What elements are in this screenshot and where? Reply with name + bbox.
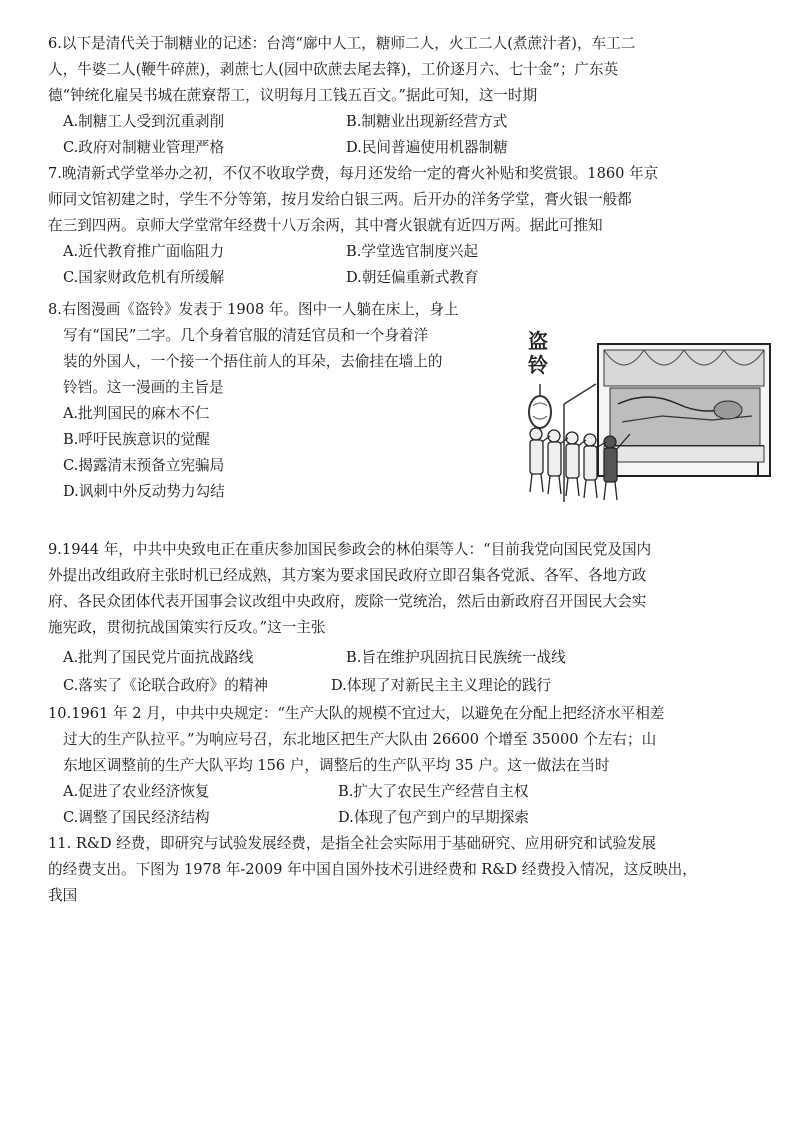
question-7-option-c[interactable]: C.国家财政危机有所缓解 [63, 269, 225, 286]
question-10-line-2: 过大的生产队拉平。”为响应号召，东北地区把生产大队由 26600 个增至 35000 个左右；山 [63, 731, 657, 748]
question-6-option-b[interactable]: B.制糖业出现新经营方式 [346, 113, 508, 130]
question-6-option-a[interactable]: A.制糖工人受到沉重剥削 [63, 113, 225, 130]
question-10-option-a[interactable]: A.促进了农业经济恢复 [63, 783, 210, 800]
question-9-option-b[interactable]: B.旨在维护巩固抗日民族统一战线 [346, 649, 566, 666]
question-10-line-1: 10.1961 年 2 月，中共中央规定：“生产大队的规模不宜过大，以避免在分配上把经济水平相差 [48, 705, 665, 722]
question-9-line-1: 9.1944 年，中共中央致电正在重庆参加国民参政会的林伯渠等人：“目前我党向国民党及国内 [48, 541, 652, 558]
question-9-option-d[interactable]: D.体现了对新民主主义理论的践行 [331, 677, 552, 694]
question-11-line-2: 的经费支出。下图为 1978 年-2009 年中国自国外技术引进经费和 R&D 经费投入情况，这反映出， [48, 861, 697, 878]
question-8-line-4: 铃铛。这一漫画的主旨是 [63, 379, 224, 396]
question-6-option-d[interactable]: D.民间普遍使用机器制糖 [346, 139, 508, 156]
question-9-line-3: 府、各民众团体代表开国事会议改组中央政府，废除一党统治，然后由新政府召开国民大会实 [48, 593, 647, 610]
question-7-option-a[interactable]: A.近代教育推广面临阻力 [63, 243, 225, 260]
question-6-line-1: 6.以下是清代关于制糖业的记述：台湾“廍中人工，糖师二人，火工二人(煮蔗汁者)，车工二 [48, 35, 636, 52]
question-11-line-1: 11. R&D 经费，即研究与试验发展经费，是指全社会实际用于基础研究、应用研究和试验发展 [48, 835, 657, 852]
question-10-option-c[interactable]: C.调整了国民经济结构 [63, 809, 210, 826]
question-7-option-b[interactable]: B.学堂选官制度兴起 [346, 243, 479, 260]
question-11-line-3: 我国 [48, 887, 78, 904]
question-8-option-d[interactable]: D.讽刺中外反动势力勾结 [63, 483, 225, 500]
question-7-line-3: 在三到四两。京师大学堂常年经费十八万余两，其中膏火银就有近四万两。据此可推知 [48, 217, 603, 234]
cartoon-drawing [518, 326, 774, 502]
question-9-option-a[interactable]: A.批判了国民党片面抗战路线 [63, 649, 254, 666]
question-6-line-3: 德“钟统化雇吴书城在蔗寮帮工，议明每月工钱五百文。”据此可知，这一时期 [48, 87, 538, 104]
question-8-option-a[interactable]: A.批判国民的麻木不仁 [63, 405, 210, 422]
question-9-option-c[interactable]: C.落实了《论联合政府》的精神 [63, 677, 269, 694]
question-8-option-b[interactable]: B.呼吁民族意识的觉醒 [63, 431, 210, 448]
question-8-line-2: 写有“国民”二字。几个身着官服的清廷官员和一个身着洋 [63, 327, 429, 344]
question-7-line-1: 7.晚清新式学堂举办之初，不仅不收取学费，每月还发给一定的膏火补贴和奖赏银。1860 年京 [48, 165, 659, 182]
question-9-line-4: 施宪政，贯彻抗战国策实行反攻。”这一主张 [48, 619, 326, 636]
cartoon-dao-ling [518, 326, 774, 502]
question-9-line-2: 外提出改组政府主张时机已经成熟，其方案为要求国民政府立即召集各党派、各军、各地方政 [48, 567, 647, 584]
cartoon-title-char: 盗 [528, 329, 548, 353]
question-7-option-d[interactable]: D.朝廷偏重新式教育 [346, 269, 479, 286]
question-8-option-c[interactable]: C.揭露清末预备立宪骗局 [63, 457, 225, 474]
question-10-option-d[interactable]: D.体现了包产到户的早期探索 [338, 809, 529, 826]
question-6-option-c[interactable]: C.政府对制糖业管理严格 [63, 139, 225, 156]
question-10-option-b[interactable]: B.扩大了农民生产经营自主权 [338, 783, 529, 800]
question-8-line-3: 装的外国人，一个接一个捂住前人的耳朵，去偷挂在墙上的 [63, 353, 443, 370]
question-8-line-1: 8.右图漫画《盗铃》发表于 1908 年。图中一人躺在床上，身上 [48, 301, 459, 318]
cartoon-title-char: 铃 [528, 353, 548, 377]
question-7-line-2: 师同文馆初建之时，学生不分等第，按月发给白银三两。后开办的洋务学堂，膏火银一般都 [48, 191, 632, 208]
question-10-line-3: 东地区调整前的生产大队平均 156 户，调整后的生产队平均 35 户。这一做法在当时 [63, 757, 610, 774]
question-6-line-2: 人，牛婆二人(鞭牛碎蔗)，剥蔗七人(园中砍蔗去尾去箨)，工价逐月六、七十金”；广东英 [48, 61, 619, 78]
